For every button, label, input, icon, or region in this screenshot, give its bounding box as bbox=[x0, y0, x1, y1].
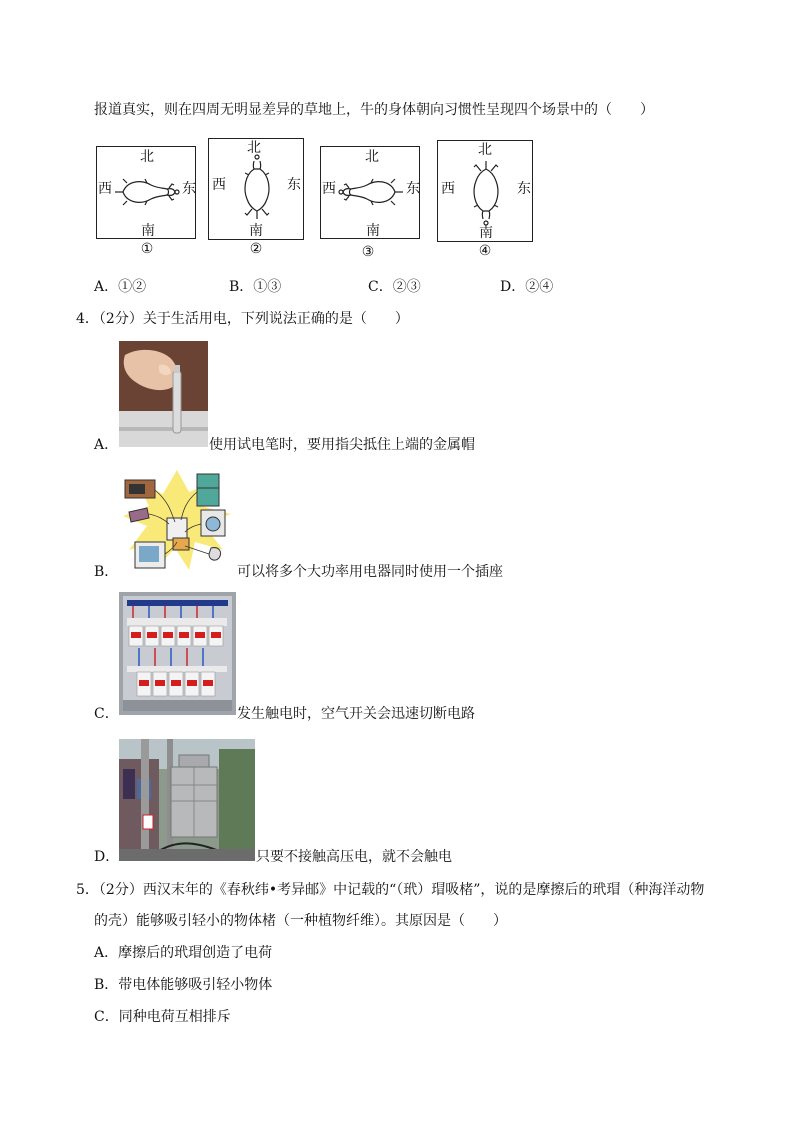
caption-2: ② bbox=[249, 241, 263, 257]
cow-diagram-1 bbox=[96, 146, 196, 239]
transformer-photo bbox=[119, 739, 255, 861]
q3-option-b[interactable]: B．①③ bbox=[229, 279, 282, 295]
north-label: 北 bbox=[140, 149, 154, 165]
north-label: 北 bbox=[478, 142, 492, 158]
west-label: 西 bbox=[441, 181, 455, 197]
q4-stem: 4．（2分）关于生活用电，下列说法正确的是（ ） bbox=[76, 311, 409, 327]
q3-option-c[interactable]: C．②③ bbox=[368, 279, 421, 295]
q3-option-a[interactable]: A．①② bbox=[94, 279, 147, 295]
q4-option-a-letter[interactable]: A． bbox=[94, 437, 119, 453]
west-label: 西 bbox=[322, 181, 336, 197]
q5-option-b[interactable]: B．带电体能够吸引轻小物体 bbox=[94, 977, 273, 993]
q4-option-d-letter[interactable]: D． bbox=[94, 849, 120, 865]
west-label: 西 bbox=[98, 181, 112, 197]
cow-diagram-2 bbox=[208, 138, 304, 240]
q4-option-d-text[interactable]: 只要不接触高压电，就不会触电 bbox=[256, 849, 452, 865]
caption-1: ① bbox=[140, 241, 154, 257]
east-label: 东 bbox=[406, 181, 420, 197]
cow-icon bbox=[235, 153, 279, 225]
south-label: 南 bbox=[141, 223, 155, 239]
south-label: 南 bbox=[366, 223, 380, 239]
q5-stem-line2: 的壳）能够吸引轻小的物体楮（一种植物纤维）。其原因是（ ） bbox=[94, 913, 507, 929]
west-label: 西 bbox=[212, 177, 226, 193]
south-label: 南 bbox=[479, 225, 493, 241]
north-label: 北 bbox=[365, 149, 379, 165]
cow-diagram-3 bbox=[320, 146, 420, 239]
q3-stem-tail: 报道真实，则在四周无明显差异的草地上，牛的身体朝向习惯性呈现四个场景中的（ ） bbox=[94, 102, 654, 118]
east-label: 东 bbox=[287, 177, 301, 193]
north-label: 北 bbox=[247, 140, 261, 156]
cow-icon bbox=[464, 155, 508, 227]
q4-option-a-text[interactable]: 使用试电笔时，要用指尖抵住上端的金属帽 bbox=[209, 437, 475, 453]
overloaded-socket-illustration bbox=[119, 462, 236, 576]
caption-3: ③ bbox=[361, 244, 375, 260]
q3-option-d[interactable]: D．②④ bbox=[500, 279, 554, 295]
cow-icon bbox=[335, 169, 407, 215]
breaker-panel-photo bbox=[119, 592, 236, 715]
q4-option-c-text[interactable]: 发生触电时，空气开关会迅速切断电路 bbox=[237, 706, 475, 722]
q5-stem-line1: 5．（2分）西汉末年的《春秋纬•考异邮》中记载的“（玳）瑁吸楮”，说的是摩擦后的玳瑁（种海洋动物 bbox=[76, 882, 705, 898]
east-label: 东 bbox=[182, 181, 196, 197]
south-label: 南 bbox=[249, 223, 263, 239]
q5-option-c[interactable]: C．同种电荷互相排斥 bbox=[94, 1009, 231, 1025]
east-label: 东 bbox=[517, 181, 531, 197]
cow-icon bbox=[111, 169, 183, 215]
q4-option-b-letter[interactable]: B． bbox=[94, 564, 119, 580]
q5-option-a[interactable]: A．摩擦后的玳瑁创造了电荷 bbox=[94, 945, 273, 961]
test-pen-photo bbox=[119, 341, 208, 447]
caption-4: ④ bbox=[478, 243, 492, 259]
q4-option-b-text[interactable]: 可以将多个大功率用电器同时使用一个插座 bbox=[237, 564, 503, 580]
cow-diagram-4 bbox=[437, 140, 533, 242]
q4-option-c-letter[interactable]: C． bbox=[94, 706, 119, 722]
